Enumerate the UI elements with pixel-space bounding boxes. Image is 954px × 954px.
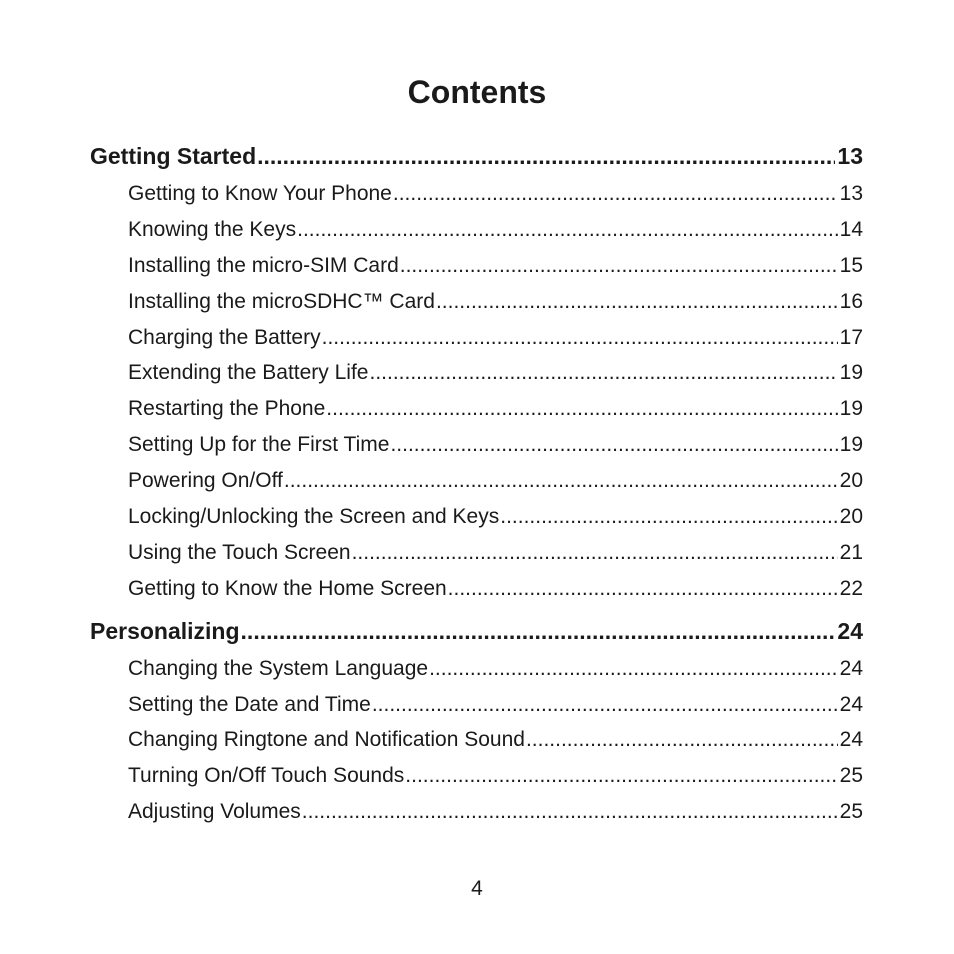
chapter-page-number: 13 bbox=[837, 143, 863, 169]
entry-page-number: 19 bbox=[839, 361, 863, 385]
page-number: 4 bbox=[471, 877, 483, 900]
toc-entry[interactable] bbox=[90, 248, 863, 284]
entry-page-number: 24 bbox=[839, 728, 863, 752]
table-of-contents bbox=[90, 138, 863, 836]
dot-leader bbox=[370, 355, 838, 391]
toc-entry[interactable] bbox=[90, 758, 863, 794]
entry-label: Setting Up for the First Time bbox=[128, 433, 390, 457]
dot-leader bbox=[326, 391, 837, 427]
section-list bbox=[90, 651, 863, 830]
entry-page-number: 14 bbox=[839, 217, 863, 241]
entry-label: Restarting the Phone bbox=[128, 397, 326, 421]
toc-entry[interactable] bbox=[90, 463, 863, 499]
entry-page-number: 13 bbox=[839, 182, 863, 205]
dot-leader bbox=[526, 722, 838, 758]
chapter-label: Getting Started bbox=[90, 143, 257, 169]
dot-leader bbox=[393, 176, 838, 212]
toc-chapter-getting-started[interactable] bbox=[90, 138, 863, 174]
toc-entry[interactable] bbox=[90, 212, 863, 248]
section-list bbox=[90, 176, 863, 607]
toc-entry[interactable] bbox=[90, 499, 863, 535]
entry-label: Locking/Unlocking the Screen and Keys bbox=[128, 505, 500, 529]
entry-label: Getting to Know the Home Screen bbox=[128, 576, 447, 600]
entry-label: Installing the micro-SIM Card bbox=[128, 253, 399, 277]
toc-entry[interactable] bbox=[90, 651, 863, 687]
toc-entry[interactable] bbox=[90, 391, 863, 427]
entry-page-number: 19 bbox=[839, 433, 863, 457]
entry-page-number: 15 bbox=[839, 253, 863, 277]
dot-leader bbox=[405, 758, 837, 794]
entry-page-number: 21 bbox=[839, 540, 863, 564]
dot-leader bbox=[390, 427, 837, 463]
entry-page-number: 25 bbox=[839, 764, 863, 788]
toc-entry[interactable] bbox=[90, 176, 863, 212]
entry-label: Extending the Battery Life bbox=[128, 361, 369, 385]
entry-page-number: 25 bbox=[839, 800, 863, 824]
dot-leader bbox=[448, 571, 838, 607]
toc-entry[interactable] bbox=[90, 284, 863, 320]
toc-entry[interactable] bbox=[90, 355, 863, 391]
dot-leader bbox=[257, 138, 835, 174]
dot-leader bbox=[241, 613, 836, 649]
entry-page-number: 22 bbox=[839, 576, 863, 600]
entry-page-number: 19 bbox=[839, 397, 863, 421]
toc-entry[interactable] bbox=[90, 794, 863, 830]
entry-page-number: 20 bbox=[839, 469, 863, 493]
entry-label: Charging the Battery bbox=[128, 325, 321, 349]
dot-leader bbox=[297, 212, 838, 248]
entry-page-number: 24 bbox=[839, 656, 863, 680]
toc-entry[interactable] bbox=[90, 320, 863, 356]
dot-leader bbox=[372, 687, 838, 723]
toc-entry[interactable] bbox=[90, 535, 863, 571]
toc-chapter-personalizing[interactable] bbox=[90, 613, 863, 649]
entry-label: Changing Ringtone and Notification Sound bbox=[128, 728, 525, 752]
dot-leader bbox=[429, 651, 838, 687]
toc-entry[interactable] bbox=[90, 427, 863, 463]
entry-label: Powering On/Off bbox=[128, 469, 283, 493]
entry-page-number: 20 bbox=[839, 505, 863, 529]
entry-label: Using the Touch Screen bbox=[128, 540, 351, 564]
dot-leader bbox=[436, 284, 838, 320]
toc-entry[interactable] bbox=[90, 571, 863, 607]
dot-leader bbox=[284, 463, 838, 499]
entry-page-number: 17 bbox=[839, 325, 863, 349]
entry-label: Getting to Know Your Phone bbox=[128, 182, 392, 205]
chapter-label: Personalizing bbox=[90, 617, 240, 644]
dot-leader bbox=[352, 535, 838, 571]
entry-label: Setting the Date and Time bbox=[128, 692, 371, 716]
dot-leader bbox=[400, 248, 838, 284]
dot-leader bbox=[322, 320, 838, 356]
entry-label: Adjusting Volumes bbox=[128, 800, 301, 824]
toc-entry[interactable] bbox=[90, 687, 863, 723]
dot-leader bbox=[302, 794, 838, 830]
chapter-page-number: 24 bbox=[837, 617, 863, 644]
entry-label: Installing the microSDHC™ Card bbox=[128, 289, 435, 313]
entry-label: Turning On/Off Touch Sounds bbox=[128, 764, 405, 788]
entry-label: Changing the System Language bbox=[128, 656, 429, 680]
entry-label: Knowing the Keys bbox=[128, 217, 297, 241]
page-title: Contents bbox=[407, 74, 547, 110]
entry-page-number: 16 bbox=[839, 289, 863, 313]
entry-page-number: 24 bbox=[839, 692, 863, 716]
dot-leader bbox=[500, 499, 837, 535]
toc-entry[interactable] bbox=[90, 722, 863, 758]
